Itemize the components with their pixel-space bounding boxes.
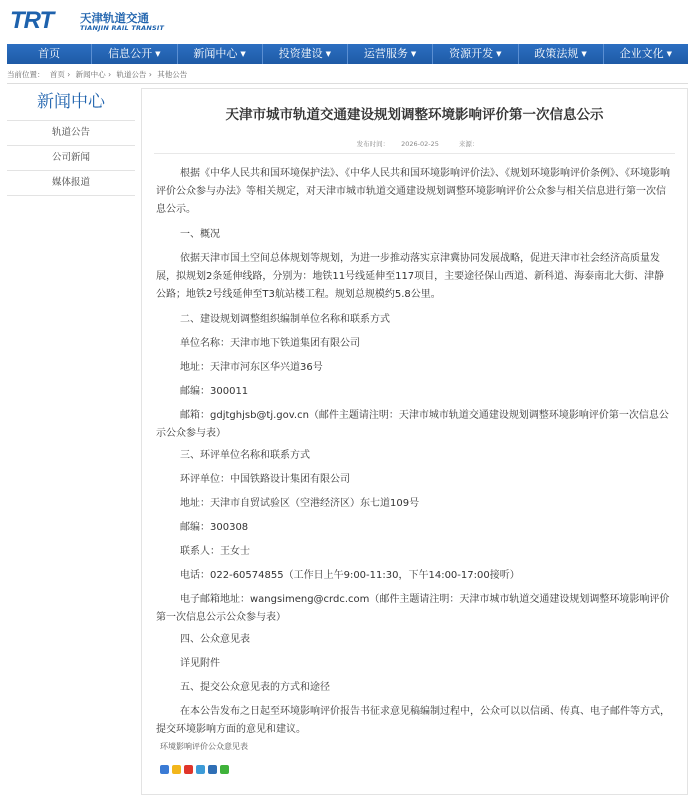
share-bar (160, 765, 229, 774)
breadcrumb-separator: › (67, 70, 71, 79)
eia-contact-person: 联系人：王女士 (180, 546, 250, 557)
publish-label: 发布时间： (356, 140, 390, 148)
article-panel (141, 88, 688, 795)
source-label: 来源： (458, 140, 479, 148)
breadcrumb-separator: › (108, 70, 112, 79)
logo-trt-mark: TRT (10, 7, 54, 34)
nav-label: 政策法规 (534, 47, 579, 60)
nav-label: 首页 (38, 47, 61, 60)
sidebar-item-company-news[interactable]: 公司新闻 (7, 146, 135, 171)
submission-paragraph: 在本公告发布之日起至环境影响评价报告书征求意见稿编制过程中，公众可以以信函、传真、电子邮件等方式，提交环境影响方面的意见和建议。 (156, 706, 670, 735)
section-heading-opinion-form: 四、公众意见表 (180, 634, 250, 645)
eia-email: 电子邮箱地址：wangsimeng@crdc.com（邮件主题请注明：天津市城市轨道交通建设规划调整环境影响评价第一次信息公示公众参与表） (156, 594, 670, 623)
eia-unit-name: 环评单位：中国铁路设计集团有限公司 (180, 474, 350, 485)
see-attachment-text: 详见附件 (180, 658, 220, 669)
planning-unit-email: 邮箱：gdjtghjsb@tj.gov.cn（邮件主题请注明：天津市城市轨道交通建设规划调整环境影响评价第一次信息公示公众参与表） (156, 410, 669, 439)
nav-label: 运营服务 (363, 47, 408, 60)
breadcrumb-prefix: 当前位置： (7, 70, 45, 79)
share-wechat-icon[interactable] (220, 765, 229, 774)
breadcrumb-rail-notices[interactable]: 轨道公告 (116, 70, 147, 79)
chevron-down-icon: ▼ (666, 50, 673, 58)
meta-divider (154, 153, 675, 154)
sidebar-item-media-reports[interactable]: 媒体报道 (7, 171, 135, 196)
breadcrumb-news[interactable]: 新闻中心 (75, 70, 106, 79)
nav-label: 新闻中心 (193, 47, 238, 60)
chevron-down-icon: ▼ (496, 50, 502, 58)
intro-paragraph: 根据《中华人民共和国环境保护法》、《中华人民共和国环境影响评价法》、《规划环境影响评价条例》、《环境影响评价公众参与办法》等相关规定，对天津市城市轨道交通建设规划调整环境影响评价公众参与相关信息进行第一次信息公示。 (156, 168, 670, 215)
nav-label: 企业文化 (619, 47, 664, 60)
section-heading-overview: 一、概况 (180, 229, 220, 240)
logo-english-name: TIANJIN RAIL TRANSIT (80, 24, 165, 32)
main-nav (7, 44, 688, 64)
nav-item-info-disclosure[interactable] (92, 44, 177, 64)
overview-paragraph: 依据天津市国土空间总体规划等规划，为进一步推动落实京津冀协同发展战略，促进天津市社会经济高质量发展，拟规划2条延伸线路，分别为：地铁11号线延伸至117项目，主要途径保山西道、新科道、海泰南北大街、津静公路；地铁2号线延伸至T3航站楼工程。规划总规模约5.8公里。 (156, 253, 665, 300)
sidebar (7, 88, 135, 196)
section-heading-eia-unit: 三、环评单位名称和联系方式 (180, 450, 310, 461)
chevron-down-icon: ▼ (240, 50, 246, 58)
site-header (0, 0, 700, 44)
eia-unit-zip: 邮编：300308 (180, 522, 249, 533)
share-qzone-icon[interactable] (172, 765, 181, 774)
planning-unit-zip: 邮编：300011 (180, 386, 249, 397)
section-heading-planning-unit: 二、建设规划调整组织编制单位名称和联系方式 (180, 314, 390, 325)
article-title: 天津市城市轨道交通建设规划调整环境影响评价第一次信息公示 (225, 107, 604, 123)
share-weibo-icon[interactable] (184, 765, 193, 774)
nav-item-investment[interactable] (263, 44, 348, 64)
attachment-link[interactable]: 环境影响评价公众意见表 (160, 742, 248, 751)
nav-item-resources[interactable] (433, 44, 518, 64)
share-renren-icon[interactable] (208, 765, 217, 774)
nav-label: 投资建设 (278, 47, 323, 60)
planning-unit-address: 地址：天津市河东区华兴道36号 (180, 362, 323, 373)
share-plus-icon[interactable] (160, 765, 169, 774)
eia-unit-address: 地址：天津市自贸试验区（空港经济区）东七道109号 (180, 498, 420, 509)
breadcrumb-home[interactable]: 首页 (49, 70, 65, 79)
nav-item-home[interactable] (7, 44, 92, 64)
nav-item-news[interactable] (178, 44, 263, 64)
nav-item-culture[interactable] (604, 44, 688, 64)
share-tqq-icon[interactable] (196, 765, 205, 774)
breadcrumb (7, 69, 187, 80)
article-meta (142, 139, 687, 148)
eia-phone: 电话：022-60574855（工作日上午9:00-11:30，下午14:00-17:00接听） (180, 570, 520, 581)
breadcrumb-separator: › (148, 70, 152, 79)
nav-item-operations[interactable] (348, 44, 433, 64)
planning-unit-name: 单位名称：天津市地下铁道集团有限公司 (180, 338, 360, 349)
site-logo[interactable] (10, 8, 170, 34)
sidebar-title: 新闻中心 (7, 88, 135, 121)
chevron-down-icon: ▼ (581, 50, 587, 58)
publish-date: 2026-02-25 (401, 140, 439, 148)
logo-chinese-name: 天津轨道交通 (80, 11, 149, 25)
chevron-down-icon: ▼ (155, 50, 161, 58)
nav-item-policy[interactable] (519, 44, 604, 64)
section-heading-submission: 五、提交公众意见表的方式和途径 (180, 682, 330, 693)
nav-label: 信息公开 (108, 47, 153, 60)
sidebar-item-rail-notices[interactable]: 轨道公告 (7, 121, 135, 146)
chevron-down-icon: ▼ (410, 50, 417, 58)
nav-label: 资源开发 (449, 47, 494, 60)
breadcrumb-divider (7, 83, 688, 84)
chevron-down-icon: ▼ (325, 50, 332, 58)
breadcrumb-other-notices[interactable]: 其他公告 (157, 70, 188, 79)
